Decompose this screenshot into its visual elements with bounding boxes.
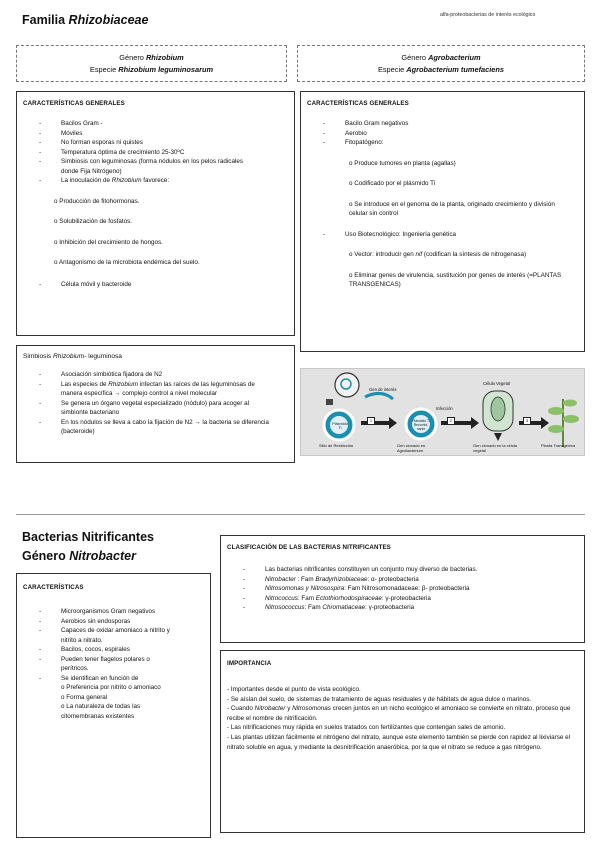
arrow-2-head: [471, 417, 479, 429]
diagram-label: Gen de interés: [369, 387, 397, 392]
importance-paragraph: - Las nitrificaciones muy rápida en suelos tratados con fertilizantes que contengan sales de amonio.: [227, 724, 506, 732]
diagram-label: Célula Vegetal: [483, 381, 511, 386]
nitrifying-characteristics-list: [23, 607, 204, 683]
list-item: - Nitrosococcus: Fam Chromatiaceae: γ-proteobacteria: [227, 603, 578, 613]
rhizobium-last-list: [23, 280, 288, 290]
agro-genus: Género Agrobacterium: [401, 53, 481, 62]
agro-characteristics-box: [300, 91, 585, 352]
importance-heading: IMPORTANCIA: [227, 660, 272, 667]
step-badge: 1: [367, 417, 375, 425]
list-item: - Pueden tener flagelos polares o perítricos.: [23, 655, 204, 674]
rhizobium-genus: Género Rhizobium: [119, 53, 184, 62]
sub-item: o Codificado por el plásmido Ti: [349, 180, 436, 187]
arrow-down-icon: [494, 433, 502, 441]
nitrifying-characteristics-heading: CARACTERÍSTICAS: [23, 584, 84, 591]
diagram-label: Sitio de Restricción: [319, 443, 354, 448]
arrow-3-head: [541, 417, 549, 429]
list-item: - Bacilo Gram negativos: [307, 119, 578, 129]
section-divider: [16, 514, 585, 515]
symbiosis-heading: Simbiosis Rhizobium- leguminosa: [23, 353, 122, 360]
transgenic-plant-diagram: [300, 368, 585, 456]
list-item: - Asociación simbiótica fijadora de N2: [23, 370, 288, 380]
gene-strand-icon: [365, 393, 393, 399]
classification-list: [227, 565, 578, 613]
sub-item: o Solubilización de fosfatos.: [54, 218, 133, 225]
list-item: - Nitrococcus: Fam Ectothiorhodospiraceae: γ-proteobacteria: [227, 594, 578, 604]
importance-paragraph: - Las plantas utilizan fácilmente el nitrógeno del nitrato, aunque este elemento también se pierde con rapidez al lixiviarse el nitrato soluble en agua, y mediante la desnitrificación anaeróbica, por la que el nitrato se reduce a gas nitrógeno.: [227, 733, 571, 751]
classification-heading: CLASIFICACIÓN DE LAS BACTERIAS NITRIFICANTES: [227, 544, 391, 551]
list-item: - Bacilos, cocos, espirales: [23, 645, 204, 655]
diagram-label: Plásmido Ti Recombi-nante: [412, 419, 430, 431]
sub-item: o Antagonismo de la microbiota endémica del suelo.: [54, 259, 200, 266]
list-item: - Fitopatógeno:: [307, 138, 578, 148]
plant-nucleus-icon: [491, 397, 505, 421]
list-item: - Nitrobacter : Fam Bradyrhizobiaceae: α- proteobacteria: [227, 575, 578, 585]
scissors-icon: [326, 399, 333, 405]
diagram-label: Gen clonado en Agrobacterium: [397, 443, 426, 453]
sub-item: o Forma general: [61, 693, 108, 701]
sub-item: o Inhibición del crecimiento de hongos.: [54, 238, 163, 246]
arrow-1-head: [389, 417, 397, 429]
arrow-2: [441, 421, 471, 425]
diagram-label: Planta Transgénica: [541, 443, 576, 448]
agro-biotech-list: [307, 230, 578, 240]
list-item: - Aerobios sin endosporas: [23, 617, 204, 627]
sub-item: o La naturaleza de todas las citomembranas existentes: [61, 703, 141, 720]
list-item: - Célula móvil y bacteroide: [23, 280, 288, 290]
rhizobium-title-box: [16, 45, 287, 82]
diagram-label: Infección: [436, 406, 453, 411]
step-badge: 2: [447, 417, 455, 425]
agro-characteristics-heading: CARACTERÍSTICAS GENERALES: [307, 100, 409, 107]
list-item: - Nitrosomonas y Nitrosospira: Fam Nitrosomonadaceae: β- proteobacteria: [227, 584, 578, 594]
list-item: - Microorganismos Gram negativos: [23, 607, 204, 617]
plant-leaf-icon: [563, 400, 577, 407]
list-item: - Se identifican en función de: [23, 674, 204, 684]
importance-box: [220, 650, 585, 833]
list-item: - Las bacterias nitrificantes constituyen un conjunto muy diverso de bacterias.: [227, 565, 578, 575]
nitrifying-characteristics-box: [16, 573, 211, 838]
rhizobium-characteristics-heading: CARACTERÍSTICAS GENERALES: [23, 100, 125, 107]
importance-paragraph: - Importantes desde el punto de vista ecológico.: [227, 686, 361, 693]
sub-item: o Vector: introducir gen nif (codifican la síntesis de nitrogenasa): [349, 251, 527, 258]
nitrifying-title-line2: Género Nitrobacter: [22, 549, 136, 563]
list-item: - No forman esporas ni quistes: [23, 138, 288, 148]
sub-item: o Se introduce en el genoma de la planta, originado crecimiento y división celular sin control: [349, 200, 555, 217]
list-item: - Se genera un órgano vegetal especializado (nódulo) para acoger al simbionte bacteriano: [23, 399, 288, 418]
classification-box: [220, 535, 585, 643]
list-item: - Bacilos Gram -: [23, 119, 288, 129]
top-note: alfa-proteobacterias de interés ecológico: [440, 12, 536, 18]
list-item: - Las especies de Rhizobium infectan las raíces de las leguminosas de manera específica → complejo control a nivel molecular: [23, 380, 288, 399]
plant-leaf-icon: [548, 425, 564, 433]
page-title: Familia Rhizobiaceae: [22, 13, 149, 27]
list-item: - Móviles: [23, 129, 288, 139]
list-item: - En los nódulos se lleva a cabo la fijación de N2 → la bacteria se diferencia (bacteroide): [23, 418, 288, 437]
source-cell-icon: [335, 373, 359, 397]
symbiosis-box: [16, 345, 295, 463]
nitrifying-title: [22, 528, 154, 566]
plant-leaf-icon: [563, 415, 579, 423]
importance-paragraph: - Se aíslan del suelo, de sistemas de tratamiento de aguas residuales y de hábitats de agua dulce o marinos.: [227, 695, 532, 703]
sub-item: o Produce tumores en planta (agallas): [349, 159, 456, 167]
list-item: - Aerobio: [307, 129, 578, 139]
list-item: - La inoculación de Rhizobium favorece:: [23, 176, 288, 186]
agro-title-box: [297, 45, 585, 82]
agro-species: Especie Agrobacterium tumefaciens: [377, 65, 505, 74]
sub-item: o Eliminar genes de virulencia, sustitución por genes de interés (=PLANTAS TRANSGENICAS): [349, 271, 562, 288]
list-item: - Temperatura óptima de crecimiento 25-30ºC: [23, 148, 288, 158]
rhizobium-characteristics-list: [23, 119, 288, 186]
plant-leaf-icon: [548, 407, 564, 415]
list-item: - Simbiosis con leguminosas (forma nódulos en los pelos radicales donde Fija Nitrógeno): [23, 157, 288, 176]
nitrifying-title-line1: Bacterias Nitrificantes: [22, 530, 155, 544]
list-item: - Uso Biotecnológico: Ingeniería genética: [307, 230, 578, 240]
rhizobium-species: Especie Rhizobium leguminosarum: [89, 65, 214, 74]
arrow-1: [361, 421, 389, 425]
list-item: - Capaces de oxidar amoniaco a nitrito y nitrito a nitrato.: [23, 626, 204, 645]
rhizobium-characteristics-box: [16, 91, 295, 336]
sub-item: o Preferencia por nitrito o amoniaco: [61, 684, 161, 691]
diagram-label: Plásmido Ti: [332, 422, 348, 430]
agro-characteristics-list: [307, 119, 578, 148]
symbiosis-list: [23, 370, 288, 437]
step-badge: 3: [523, 417, 531, 425]
sub-item: o Producción de fitohormonas.: [54, 197, 140, 205]
importance-paragraph: - Cuando Nitrobacter y Nitrosomonas crecen juntos en un nicho ecológico el amoniaco se convierte en nitrato, proceso que recibe el nombre de nitrificación.: [227, 705, 571, 722]
diagram-label: Gen clonado en la célula vegetal: [473, 443, 518, 453]
